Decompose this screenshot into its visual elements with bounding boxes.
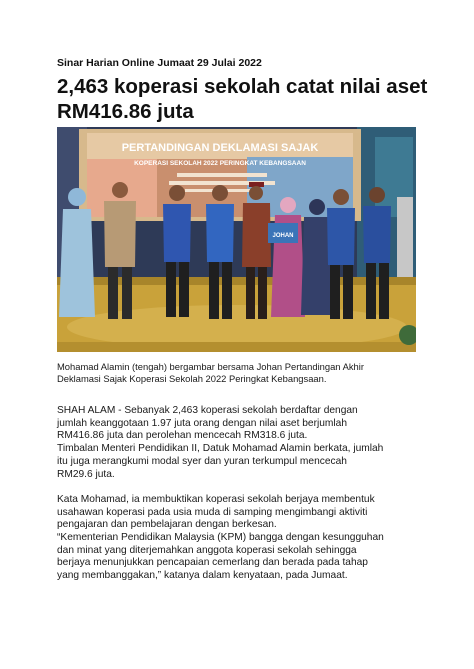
photo-caption xyxy=(57,361,417,386)
body-line: RM29.6 juta. xyxy=(57,468,115,480)
caption-line-2: Deklamasi Sajak Koperasi Sekolah 2022 Peringkat Kebangsaan. xyxy=(57,373,327,385)
article-body xyxy=(57,405,427,583)
body-line: SHAH ALAM - Sebanyak 2,463 koperasi sekolah berdaftar dengan xyxy=(57,405,358,416)
body-line: “Kementerian Pendidikan Malaysia (KPM) bangga dengan kesungguhan xyxy=(57,532,384,544)
body-line: pengajaran dan pembelajaran dengan berkesan. xyxy=(57,519,277,531)
placard-label: JOHAN xyxy=(272,233,294,239)
body-line: dan minat yang diterjemahkan anggota koperasi sekolah sehingga xyxy=(57,544,357,556)
article-photo xyxy=(57,127,416,352)
paragraph-gap xyxy=(57,481,427,494)
body-line: yang membanggakan,” katanya dalam kenyataan, pada Jumaat. xyxy=(57,570,348,582)
headline-line-2: RM416.86 juta xyxy=(57,100,194,123)
caption-line-1: Mohamad Alamin (tengah) bergambar bersama Johan Pertandingan Akhir xyxy=(57,361,364,372)
body-line: Kata Mohamad, ia membuktikan koperasi sekolah berjaya membentuk xyxy=(57,493,375,505)
body-line: berjaya menunjukkan pencapaian cemerlang dan berada pada tahap xyxy=(57,557,368,569)
source-dateline: Sinar Harian Online Jumaat 29 Julai 2022 xyxy=(57,57,262,69)
banner-title: PERTANDINGAN DEKLAMASI SAJAK xyxy=(121,142,319,154)
article-headline xyxy=(57,74,437,124)
body-line: Timbalan Menteri Pendidikan II, Datuk Mohamad Alamin berkata, jumlah xyxy=(57,443,384,455)
body-line: itu juga merangkumi modal syer dan yuran terkumpul mencecah xyxy=(57,455,347,467)
body-line: RM416.86 juta dan perolehan mencecah RM318.6 juta. xyxy=(57,430,308,442)
body-line: jumlah keanggotaan 1.97 juta orang dengan nilai aset berjumlah xyxy=(57,417,347,429)
body-line: usahawan koperasi pada usia muda di samping mengimbangi aktiviti xyxy=(57,506,368,518)
headline-line-1: 2,463 koperasi sekolah catat nilai aset xyxy=(57,75,428,98)
banner-subtitle: KOPERASI SEKOLAH 2022 PERINGKAT KEBANGSAAN xyxy=(134,160,306,167)
